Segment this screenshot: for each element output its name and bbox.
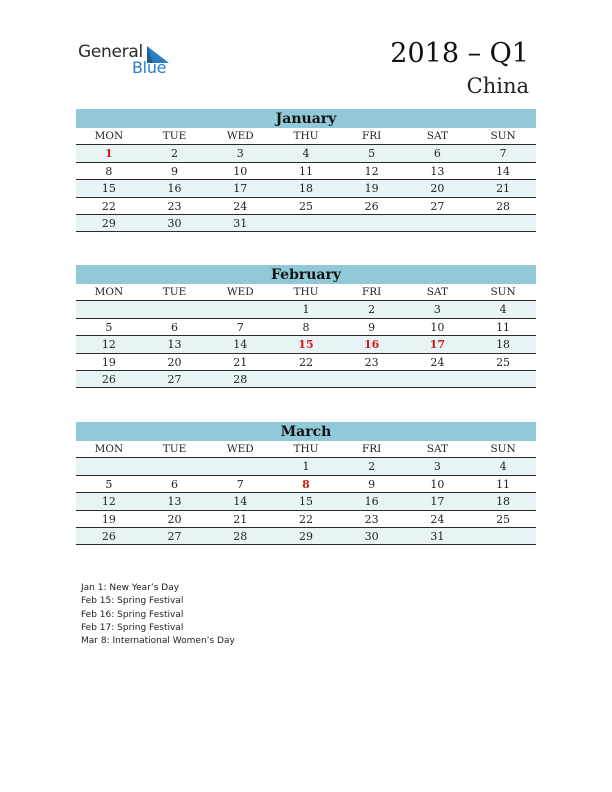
- date-cell: 5: [368, 147, 376, 161]
- month-january: [76, 109, 536, 232]
- date-cell: [405, 371, 471, 387]
- holiday-notes: [81, 582, 235, 648]
- date-cell: 15: [298, 495, 313, 509]
- date-cell: 18: [496, 338, 511, 352]
- date-cell: 17: [430, 495, 445, 509]
- date-cell: 22: [101, 199, 116, 213]
- date-cell: 9: [368, 320, 376, 334]
- date-cell: 11: [496, 320, 511, 334]
- holiday-date-cell: 1: [105, 147, 113, 161]
- weekday-label: MON: [94, 443, 124, 455]
- general-blue-logo: [78, 42, 188, 82]
- date-cell: 6: [433, 147, 441, 161]
- week-row: [76, 163, 536, 180]
- date-cell: 7: [236, 320, 244, 334]
- month-name: January: [76, 109, 536, 128]
- date-cell: 19: [101, 355, 116, 369]
- week-row: [76, 180, 536, 197]
- date-cell: [142, 458, 208, 474]
- week-row: [76, 476, 536, 493]
- date-cell: 21: [496, 182, 511, 196]
- date-cell: [76, 458, 142, 474]
- date-cell: [76, 301, 142, 317]
- date-cell: 10: [430, 320, 445, 334]
- holiday-date-cell: 15: [298, 338, 314, 352]
- date-cell: 24: [233, 199, 248, 213]
- date-cell: [470, 371, 536, 387]
- date-cell: 16: [167, 182, 182, 196]
- date-cell: 28: [233, 529, 248, 543]
- date-cell: 16: [364, 495, 379, 509]
- date-cell: 20: [167, 512, 182, 526]
- date-cell: 19: [101, 512, 116, 526]
- weekday-label: TUE: [162, 130, 187, 142]
- week-row: [76, 145, 536, 162]
- date-cell: 9: [368, 477, 376, 491]
- date-cell: 25: [496, 512, 511, 526]
- date-cell: 26: [101, 372, 116, 386]
- date-cell: 10: [233, 164, 248, 178]
- week-row: [76, 301, 536, 318]
- date-cell: 5: [105, 477, 113, 491]
- date-cell: 28: [233, 372, 248, 386]
- date-cell: 10: [430, 477, 445, 491]
- date-cell: 30: [167, 216, 182, 230]
- date-cell: 3: [433, 460, 441, 474]
- weekday-header-row: [76, 284, 536, 301]
- date-cell: 12: [364, 164, 379, 178]
- date-cell: 3: [433, 303, 441, 317]
- holiday-note: Mar 8: International Women’s Day: [81, 636, 235, 647]
- holiday-note: Feb 15: Spring Festival: [81, 596, 184, 607]
- weekday-label: THU: [293, 286, 319, 298]
- weekday-label: SUN: [490, 286, 516, 298]
- date-cell: 8: [302, 320, 310, 334]
- week-row: [76, 198, 536, 215]
- weekday-label: MON: [94, 130, 124, 142]
- date-cell: 26: [364, 199, 379, 213]
- date-cell: [339, 371, 405, 387]
- weekday-label: FRI: [361, 286, 382, 298]
- date-cell: 20: [167, 355, 182, 369]
- date-cell: [207, 458, 273, 474]
- date-cell: 1: [302, 460, 310, 474]
- month-march: [76, 422, 536, 545]
- date-cell: 13: [430, 164, 445, 178]
- holiday-note: Feb 16: Spring Festival: [81, 609, 184, 620]
- date-cell: [405, 215, 471, 231]
- date-cell: 12: [101, 338, 116, 352]
- weekday-label: THU: [293, 130, 319, 142]
- date-cell: 23: [364, 512, 379, 526]
- weekday-label: FRI: [361, 443, 382, 455]
- logo-word-general: General: [78, 42, 143, 62]
- date-cell: 27: [167, 372, 182, 386]
- date-cell: 5: [105, 320, 113, 334]
- date-cell: 12: [101, 495, 116, 509]
- date-cell: 3: [236, 147, 244, 161]
- date-cell: 19: [364, 182, 379, 196]
- date-cell: 8: [105, 164, 113, 178]
- date-cell: 9: [171, 164, 179, 178]
- date-cell: 22: [298, 355, 313, 369]
- date-cell: 27: [167, 529, 182, 543]
- week-row: [76, 493, 536, 510]
- date-cell: 21: [233, 512, 248, 526]
- date-cell: 14: [233, 338, 248, 352]
- date-cell: 25: [496, 355, 511, 369]
- week-row: [76, 371, 536, 388]
- week-row: [76, 511, 536, 528]
- logo-word-blue: Blue: [132, 58, 167, 77]
- weekday-label: FRI: [361, 130, 382, 142]
- date-cell: 4: [302, 147, 310, 161]
- date-cell: [142, 301, 208, 317]
- weekday-label: WED: [226, 286, 254, 298]
- holiday-date-cell: 17: [429, 338, 446, 352]
- weekday-header-row: [76, 441, 536, 458]
- date-cell: 11: [496, 477, 511, 491]
- date-cell: 23: [167, 199, 182, 213]
- date-cell: 14: [496, 164, 511, 178]
- weekday-label: SUN: [490, 130, 516, 142]
- holiday-date-cell: 8: [302, 477, 310, 491]
- date-cell: 4: [499, 460, 507, 474]
- weekday-label: THU: [293, 443, 319, 455]
- date-cell: [273, 215, 339, 231]
- date-cell: 13: [167, 495, 182, 509]
- date-cell: 2: [368, 303, 376, 317]
- date-cell: 6: [171, 477, 179, 491]
- date-cell: 17: [233, 182, 248, 196]
- holiday-note: Jan 1: New Year’s Day: [81, 583, 180, 593]
- date-cell: 26: [101, 529, 116, 543]
- date-cell: 20: [430, 182, 445, 196]
- week-row: [76, 215, 536, 232]
- date-cell: 27: [430, 199, 445, 213]
- date-cell: 23: [364, 355, 379, 369]
- date-cell: 13: [167, 338, 182, 352]
- date-cell: 14: [233, 495, 248, 509]
- weekday-label: SAT: [426, 286, 448, 298]
- holiday-note: Feb 17: Spring Festival: [81, 622, 184, 633]
- week-row: [76, 319, 536, 336]
- date-cell: 30: [364, 529, 379, 543]
- date-cell: 18: [298, 182, 313, 196]
- date-cell: 4: [499, 303, 507, 317]
- date-cell: 24: [430, 355, 445, 369]
- week-row: [76, 458, 536, 475]
- week-row: [76, 528, 536, 545]
- date-cell: 15: [101, 182, 116, 196]
- month-name: March: [76, 422, 536, 441]
- weekday-header-row: [76, 128, 536, 145]
- date-cell: 6: [171, 320, 179, 334]
- date-cell: 21: [233, 355, 248, 369]
- date-cell: 7: [499, 147, 507, 161]
- month-february: [76, 265, 536, 388]
- weekday-label: WED: [226, 130, 254, 142]
- holiday-date-cell: 16: [364, 338, 380, 352]
- date-cell: 2: [368, 460, 376, 474]
- weekday-label: SUN: [490, 443, 516, 455]
- date-cell: 22: [298, 512, 313, 526]
- page-title: 2018 – Q1: [390, 38, 529, 69]
- weekday-label: WED: [226, 443, 254, 455]
- date-cell: 2: [171, 147, 179, 161]
- week-row: [76, 354, 536, 371]
- date-cell: 25: [298, 199, 313, 213]
- date-cell: 11: [298, 164, 313, 178]
- weekday-label: TUE: [162, 286, 187, 298]
- date-cell: 7: [236, 477, 244, 491]
- month-name: February: [76, 265, 536, 284]
- country-name: China: [466, 74, 529, 98]
- weekday-label: TUE: [162, 443, 187, 455]
- date-cell: 29: [298, 529, 313, 543]
- weekday-label: MON: [94, 286, 124, 298]
- weekday-label: SAT: [426, 130, 448, 142]
- date-cell: 18: [496, 495, 511, 509]
- date-cell: 1: [302, 303, 310, 317]
- date-cell: [470, 215, 536, 231]
- date-cell: 28: [496, 199, 511, 213]
- date-cell: 29: [101, 216, 116, 230]
- date-cell: [273, 371, 339, 387]
- weekday-label: SAT: [426, 443, 448, 455]
- date-cell: [470, 528, 536, 544]
- date-cell: [339, 215, 405, 231]
- date-cell: 24: [430, 512, 445, 526]
- date-cell: 31: [430, 529, 445, 543]
- date-cell: [207, 301, 273, 317]
- date-cell: 31: [233, 216, 248, 230]
- week-row: [76, 336, 536, 353]
